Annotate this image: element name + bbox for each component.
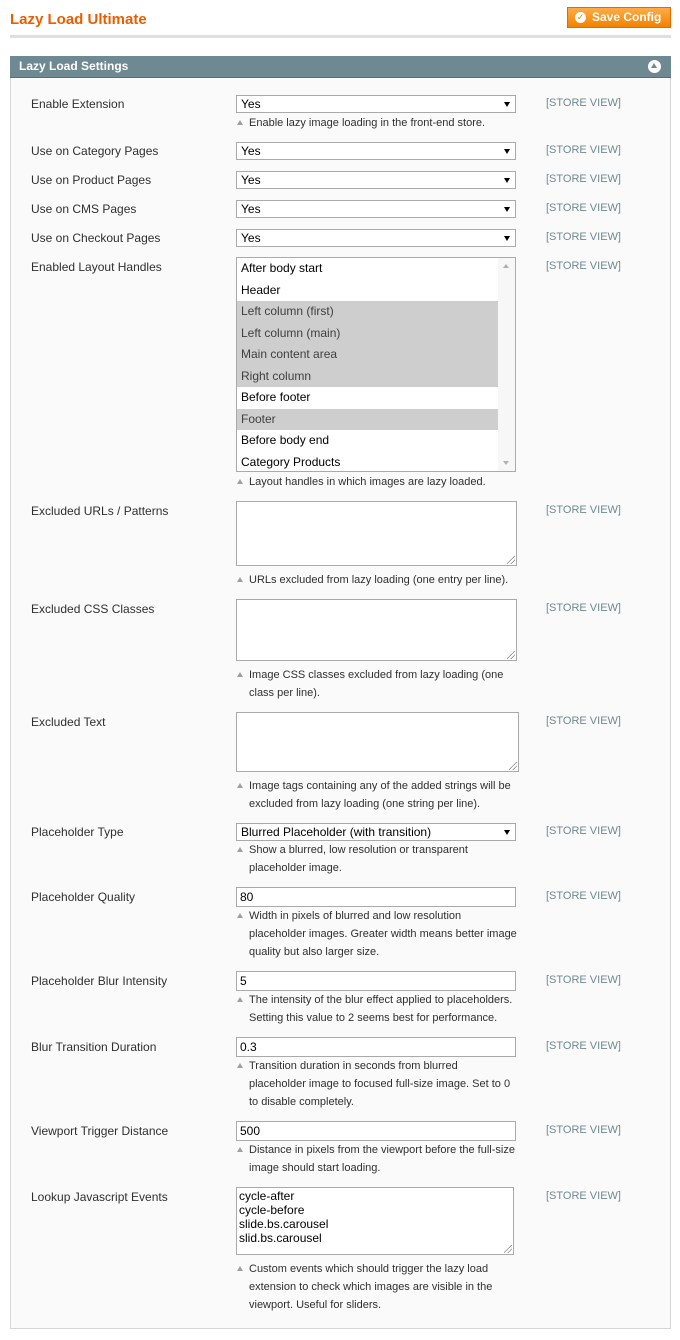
excluded-css-note <box>236 666 526 702</box>
store-view-scope: [STORE VIEW] <box>546 1190 621 1202</box>
transition-duration-label: Blur Transition Duration <box>31 1040 157 1054</box>
chevron-down-icon <box>504 207 510 212</box>
note-arrow-icon <box>237 120 243 125</box>
save-config-label: Save Config <box>592 10 662 24</box>
store-view-scope: [STORE VIEW] <box>546 260 621 272</box>
blur-intensity-label: Placeholder Blur Intensity <box>31 974 168 988</box>
note-line: extension to check which images are visible in the <box>249 1281 493 1293</box>
resize-handle-icon[interactable] <box>504 1245 512 1253</box>
note-line: viewport. Useful for sliders. <box>249 1299 382 1311</box>
scrollbar[interactable] <box>498 258 515 471</box>
checkmark-icon: ✓ <box>576 12 585 22</box>
chevron-down-icon <box>504 149 510 154</box>
note-line: quality but also larger size. <box>249 946 380 958</box>
note-line: Custom events which should trigger the lazy load <box>249 1263 489 1275</box>
note-line: image should start loading. <box>249 1162 381 1174</box>
note-line: Setting this value to 2 seems best for performance. <box>249 1012 498 1024</box>
note-line: Image tags containing any of the added strings will be <box>249 780 511 792</box>
js-events-text: cycle-after cycle-before slide.bs.carousel slid.bs.carousel <box>239 1189 329 1245</box>
scroll-up-icon[interactable] <box>503 264 509 268</box>
trigger-distance-note <box>236 1141 536 1177</box>
product-pages-label: Use on Product Pages <box>31 173 152 187</box>
checkout-pages-label: Use on Checkout Pages <box>31 231 161 245</box>
store-view-scope: [STORE VIEW] <box>546 144 621 156</box>
resize-handle-icon[interactable] <box>509 762 517 770</box>
product-pages-select[interactable] <box>236 171 516 189</box>
resize-handle-icon[interactable] <box>507 556 515 564</box>
section-title: Lazy Load Settings <box>19 59 129 73</box>
enable-extension-note <box>236 114 526 132</box>
note-line: Distance in pixels from the viewport before the full-size <box>249 1144 515 1156</box>
store-view-scope: [STORE VIEW] <box>546 504 621 516</box>
layout-handle-option[interactable]: Footer <box>237 409 498 431</box>
layout-handle-option[interactable]: Main content area <box>237 344 498 366</box>
excluded-text-textarea[interactable] <box>236 712 519 772</box>
cms-pages-value: Yes <box>241 202 261 216</box>
note-line: Show a blurred, low resolution or transparent <box>249 844 468 856</box>
store-view-scope: [STORE VIEW] <box>546 202 621 214</box>
layout-handle-option[interactable]: Left column (main) <box>237 323 498 345</box>
checkout-pages-select[interactable] <box>236 229 516 247</box>
note-arrow-icon <box>237 479 243 484</box>
store-view-scope: [STORE VIEW] <box>546 1124 621 1136</box>
layout-handle-option[interactable]: Before body end <box>241 433 330 447</box>
placeholder-type-label: Placeholder Type <box>31 825 124 839</box>
note-arrow-icon <box>237 1147 243 1152</box>
store-view-scope: [STORE VIEW] <box>546 231 621 243</box>
store-view-scope: [STORE VIEW] <box>546 1040 621 1052</box>
cms-pages-select[interactable] <box>236 200 516 218</box>
excluded-urls-textarea[interactable] <box>236 501 517 566</box>
layout-handle-option[interactable]: Header <box>241 282 281 297</box>
excluded-css-textarea[interactable] <box>236 599 517 661</box>
note-arrow-icon <box>237 847 243 852</box>
store-view-scope: [STORE VIEW] <box>546 602 621 614</box>
enable-extension-select[interactable] <box>236 95 516 113</box>
note-line: Width in pixels of blurred and low resolution <box>249 910 462 922</box>
placeholder-quality-input[interactable]: 80 <box>236 887 516 907</box>
category-pages-value: Yes <box>241 144 261 158</box>
layout-handle-option[interactable]: Left column (first) <box>237 301 498 323</box>
note-text: URLs excluded from lazy loading (one entry per line). <box>249 574 509 586</box>
excluded-urls-note <box>236 571 526 589</box>
chevron-down-icon <box>504 102 510 107</box>
note-arrow-icon <box>237 1266 243 1271</box>
blur-intensity-note <box>236 991 536 1027</box>
placeholder-type-value: Blurred Placeholder (with transition) <box>241 825 432 839</box>
enable-extension-label: Enable Extension <box>31 97 125 111</box>
note-line: class per line). <box>249 687 320 699</box>
js-events-textarea[interactable] <box>236 1187 514 1255</box>
excluded-css-label: Excluded CSS Classes <box>31 602 155 616</box>
excluded-urls-label: Excluded URLs / Patterns <box>31 504 169 518</box>
store-view-scope: [STORE VIEW] <box>546 715 621 727</box>
chevron-down-icon <box>504 236 510 241</box>
layout-handle-option[interactable]: After body start <box>241 261 323 275</box>
enable-extension-value: Yes <box>241 97 261 111</box>
checkout-pages-value: Yes <box>241 231 261 245</box>
note-line: placeholder images. Greater width means better image <box>249 928 517 940</box>
note-arrow-icon <box>237 672 243 677</box>
placeholder-quality-label: Placeholder Quality <box>31 890 136 904</box>
note-arrow-icon <box>237 1063 243 1068</box>
transition-duration-note <box>236 1057 526 1111</box>
category-pages-select[interactable] <box>236 142 516 160</box>
placeholder-quality-note <box>236 907 526 961</box>
note-text: Layout handles in which images are lazy loaded. <box>249 476 486 488</box>
layout-handles-label: Enabled Layout Handles <box>31 260 162 274</box>
note-arrow-icon <box>237 577 243 582</box>
note-line: to disable completely. <box>249 1096 354 1108</box>
trigger-distance-label: Viewport Trigger Distance <box>31 1124 169 1138</box>
note-text: Enable lazy image loading in the front-end store. <box>249 117 486 129</box>
product-pages-value: Yes <box>241 173 261 187</box>
placeholder-type-note <box>236 841 526 877</box>
chevron-down-icon <box>504 830 510 835</box>
note-line: Image CSS classes excluded from lazy loading (one <box>249 669 504 681</box>
js-events-label: Lookup Javascript Events <box>31 1190 168 1204</box>
section-header[interactable] <box>10 56 671 78</box>
title-divider <box>10 35 671 38</box>
note-line: placeholder image to focused full-size image. Set to 0 <box>249 1078 511 1090</box>
store-view-scope: [STORE VIEW] <box>546 173 621 185</box>
layout-handle-option[interactable]: Right column <box>237 366 498 388</box>
layout-handles-multiselect[interactable] <box>236 257 516 472</box>
note-line: Transition duration in seconds from blurred <box>249 1060 458 1072</box>
transition-duration-input[interactable]: 0.3 <box>236 1037 516 1057</box>
collapse-icon[interactable] <box>648 60 661 73</box>
note-arrow-icon <box>237 997 243 1002</box>
chevron-down-icon <box>504 178 510 183</box>
note-line: excluded from lazy loading (one string per line). <box>249 798 481 810</box>
note-arrow-icon <box>237 913 243 918</box>
store-view-scope: [STORE VIEW] <box>546 97 621 109</box>
layout-handles-note <box>236 473 526 491</box>
category-pages-label: Use on Category Pages <box>31 144 159 158</box>
page-title: Lazy Load Ultimate <box>10 11 147 28</box>
store-view-scope: [STORE VIEW] <box>546 890 621 902</box>
note-line: The intensity of the blur effect applied to placeholders. <box>249 994 513 1006</box>
cms-pages-label: Use on CMS Pages <box>31 202 137 216</box>
placeholder-type-select[interactable] <box>236 823 516 841</box>
excluded-text-label: Excluded Text <box>31 715 106 729</box>
resize-handle-icon[interactable] <box>507 651 515 659</box>
store-view-scope: [STORE VIEW] <box>546 825 621 837</box>
store-view-scope: [STORE VIEW] <box>546 974 621 986</box>
excluded-text-note <box>236 777 536 813</box>
scroll-down-icon[interactable] <box>503 461 509 465</box>
save-config-button[interactable] <box>567 7 671 28</box>
js-events-note <box>236 1260 526 1314</box>
layout-handle-option[interactable]: Before footer <box>241 390 311 404</box>
blur-intensity-input[interactable]: 5 <box>236 971 516 991</box>
note-arrow-icon <box>237 783 243 788</box>
layout-handle-option[interactable]: Category Products <box>241 454 341 469</box>
trigger-distance-input[interactable]: 500 <box>236 1121 516 1141</box>
note-line: placeholder image. <box>249 862 342 874</box>
